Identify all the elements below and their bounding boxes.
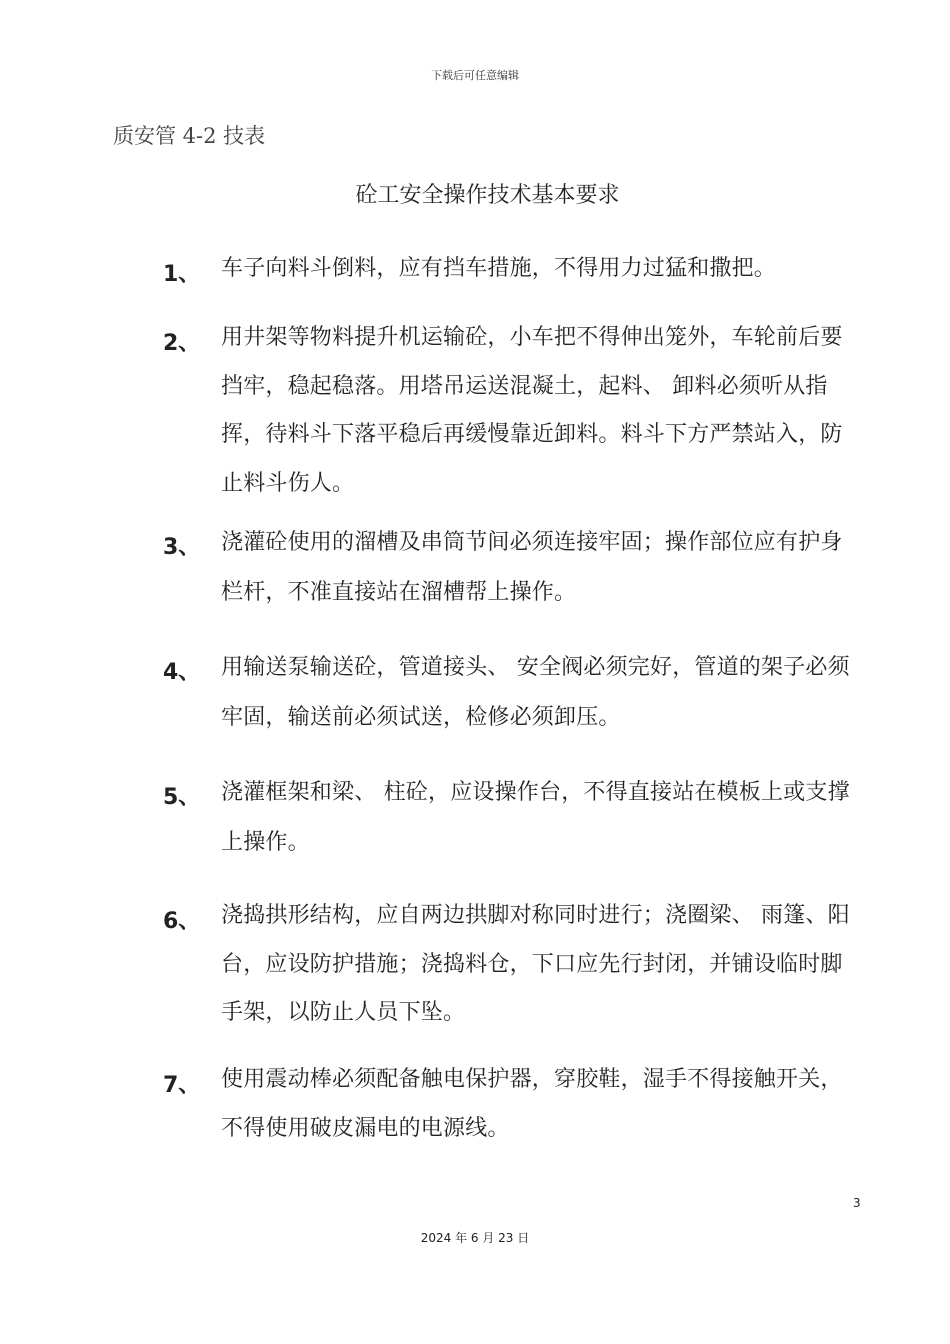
item-number: 6、 [163,909,201,934]
form-code: 质安管 4-2 技表 [113,124,266,148]
item-text: 用输送泵输送砼，管道接头、 安全阀必须完好，管道的架子必须牢固，输送前必须试送，检修必须卸压。 [221,655,850,730]
item-text: 用井架等物料提升机运输砼，小车把不得伸出笼外，车轮前后要挡牢，稳起稳落。用塔吊运送混凝土，起料、 卸料必须听从指挥，待料斗下落平稳后再缓慢靠近卸料。料斗下方严禁站入，防止料斗伤人。 [221,325,843,496]
item-number: 1、 [163,262,201,287]
item-text: 浇捣拱形结构，应自两边拱脚对称同时进行；浇圈梁、 雨篷、阳台，应设防护措施；浇捣料仓，下口应先行封闭，并铺设临时脚手架，以防止人员下坠。 [221,903,850,1025]
footer-date: 2024 年 6 月 23 日 [420,1231,530,1245]
item-number: 4、 [163,660,201,685]
item-number: 5、 [163,785,201,810]
item-text: 浇灌砼使用的溜槽及串筒节间必须连接牢固；操作部位应有护身栏杆，不准直接站在溜槽帮上操作。 [221,530,843,605]
item-text: 车子向料斗倒料，应有挡车措施，不得用力过猛和撒把。 [221,256,777,281]
item-number: 2、 [163,331,201,356]
item-text: 使用震动棒必须配备触电保护器，穿胶鞋，湿手不得接触开关，不得使用破皮漏电的电源线。 [221,1067,843,1141]
page-number: 3 [853,1196,861,1210]
document-title: 砼工安全操作技术基本要求 [355,183,620,208]
header-note: 下载后可任意编辑 [431,69,519,82]
item-number: 7、 [163,1073,201,1098]
item-text: 浇灌框架和梁、 柱砼，应设操作台，不得直接站在模板上或支撑上操作。 [221,780,850,855]
item-number: 3、 [163,535,201,560]
